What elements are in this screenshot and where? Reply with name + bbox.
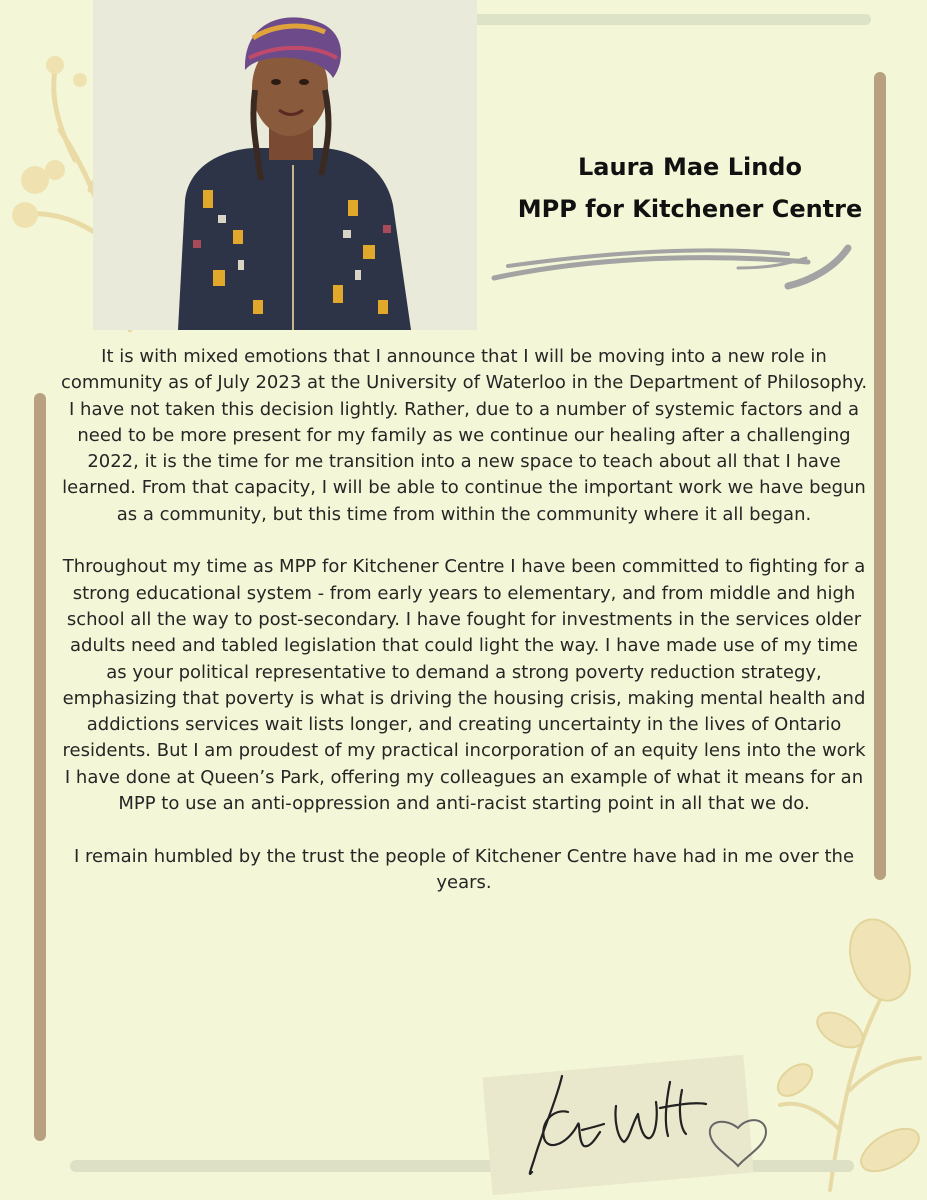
author-name: Laura Mae Lindo [578,153,802,181]
floral-decoration-bottom-right [770,900,927,1200]
letter-paragraph-3: I remain humbled by the trust the people of Kitchener Centre have had in me over the years. [73,845,855,893]
letter-header [470,146,910,230]
letter-paragraph-1: It is with mixed emotions that I announce that I will be moving into a new role in community as of July 2023 at the University of Waterloo in the Department of Philosophy. I have not taken this decision lightly. Rather, due to a number of systemic factors and a need to be more present for my family as we continue our healing after a challenging 2022, it is the time for me transition into a new space to teach about all that I have learned. From that capacity, I will be able to continue the important work we have begun as a community, but this time from within the community where it all began. [60,346,868,525]
decorative-bar-left [34,393,46,1141]
portrait-photo [93,0,477,330]
letter-paragraph-2: Throughout my time as MPP for Kitchener Centre I have been committed to fighting for a strong educational system - from early years to elementary, and from middle and high school all the way to post-secondary. I have fought for investments in the services older adults need and tabled legislation that could light the way. I have made use of my time as your political representative to demand a strong poverty reduction strategy, emphasizing that poverty is what is driving the housing crisis, making mental health and addictions services wait lists longer, and creating uncertainty in the lives of Ontario residents. But I am proudest of my practical incorporation of an equity lens into the work I have done at Queen’s Park, offering my colleagues an example of what it means for an MPP to use an anti-oppression and anti-racist starting point in all that we do. [62,556,866,815]
author-title: MPP for Kitchener Centre [517,195,863,223]
heart-icon [710,1120,766,1166]
swoosh-divider [488,238,858,298]
handwritten-signature [520,1072,770,1180]
letter-body [60,344,868,896]
